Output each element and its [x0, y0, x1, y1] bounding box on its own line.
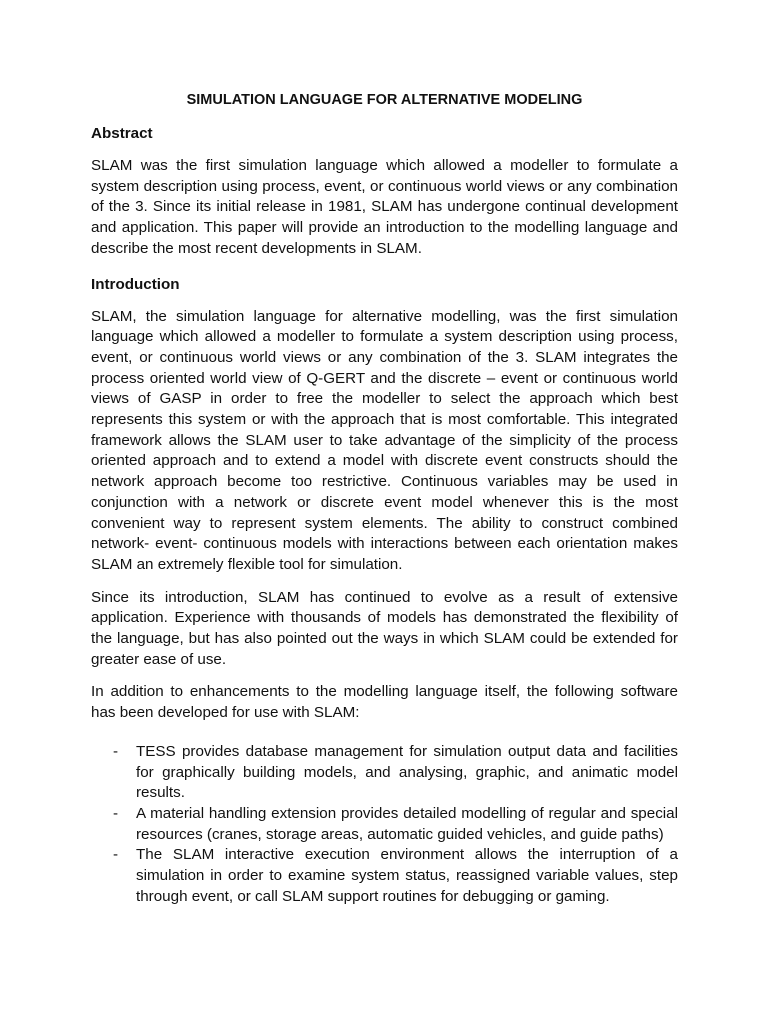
document-title: SIMULATION LANGUAGE FOR ALTERNATIVE MODELING	[186, 92, 583, 108]
list-item	[91, 845, 678, 907]
software-list	[91, 742, 678, 908]
document-content	[91, 90, 678, 908]
bullet-marker: -	[113, 846, 119, 864]
bullet-marker: -	[113, 742, 119, 760]
intro-paragraph-1: SLAM, the simulation language for alternative modelling, was the first simulation language which allowed a modeller to formulate a system description using process, event, or continuous world views or any combination of the 3. SLAM integrates the process oriented world view of Q-GERT and the discrete – event or continuous world views of GASP in order to free the modeller to select the approach which best represents this system or with the approach that is most comfortable. This integrated framework allows the SLAM user to take advantage of the simplicity of the process oriented approach and to extend a model with discrete event constructs should the network approach become too restrictive. Continuous variables may be used in conjunction with a network or discrete event model whenever this is the most convenient way to represent system elements. The ability to construct combined network- event- continuous models with interactions between each orientation makes SLAM an extremely flexible tool for simulation.	[91, 307, 678, 573]
intro-paragraph-2: Since its introduction, SLAM has continued to evolve as a result of extensive application. Experience with thousands of models has demonstrated the flexibility of the language, but has also pointed out the ways in which SLAM could be extended for greater ease of use.	[91, 588, 678, 668]
abstract-heading: Abstract	[91, 125, 153, 142]
list-item	[91, 742, 678, 804]
list-item	[91, 804, 678, 845]
intro-paragraph-3: In addition to enhancements to the modelling language itself, the following software has been developed for use with SLAM:	[91, 683, 678, 722]
introduction-heading: Introduction	[91, 275, 180, 293]
list-item-text: TESS provides database management for simulation output data and facilities for graphically building models, and analysing, graphic, and animatic model results.	[136, 742, 678, 802]
bullet-marker: -	[113, 804, 119, 822]
abstract-paragraph: SLAM was the first simulation language which allowed a modeller to formulate a system description using process, event, or continuous world views or any combination of the 3. Since its initial release in 1981, SLAM has undergone continual development and application. This paper will provide an introduction to the modelling language and describe the most recent developments in SLAM.	[91, 157, 678, 257]
list-item-text: The SLAM interactive execution environment allows the interruption of a simulation in order to examine system status, reassigned variable values, step through event, or call SLAM support routines for debugging or gaming.	[136, 846, 678, 905]
list-item-text: A material handling extension provides detailed modelling of regular and special resources (cranes, storage areas, automatic guided vehicles, and guide paths)	[136, 804, 678, 843]
